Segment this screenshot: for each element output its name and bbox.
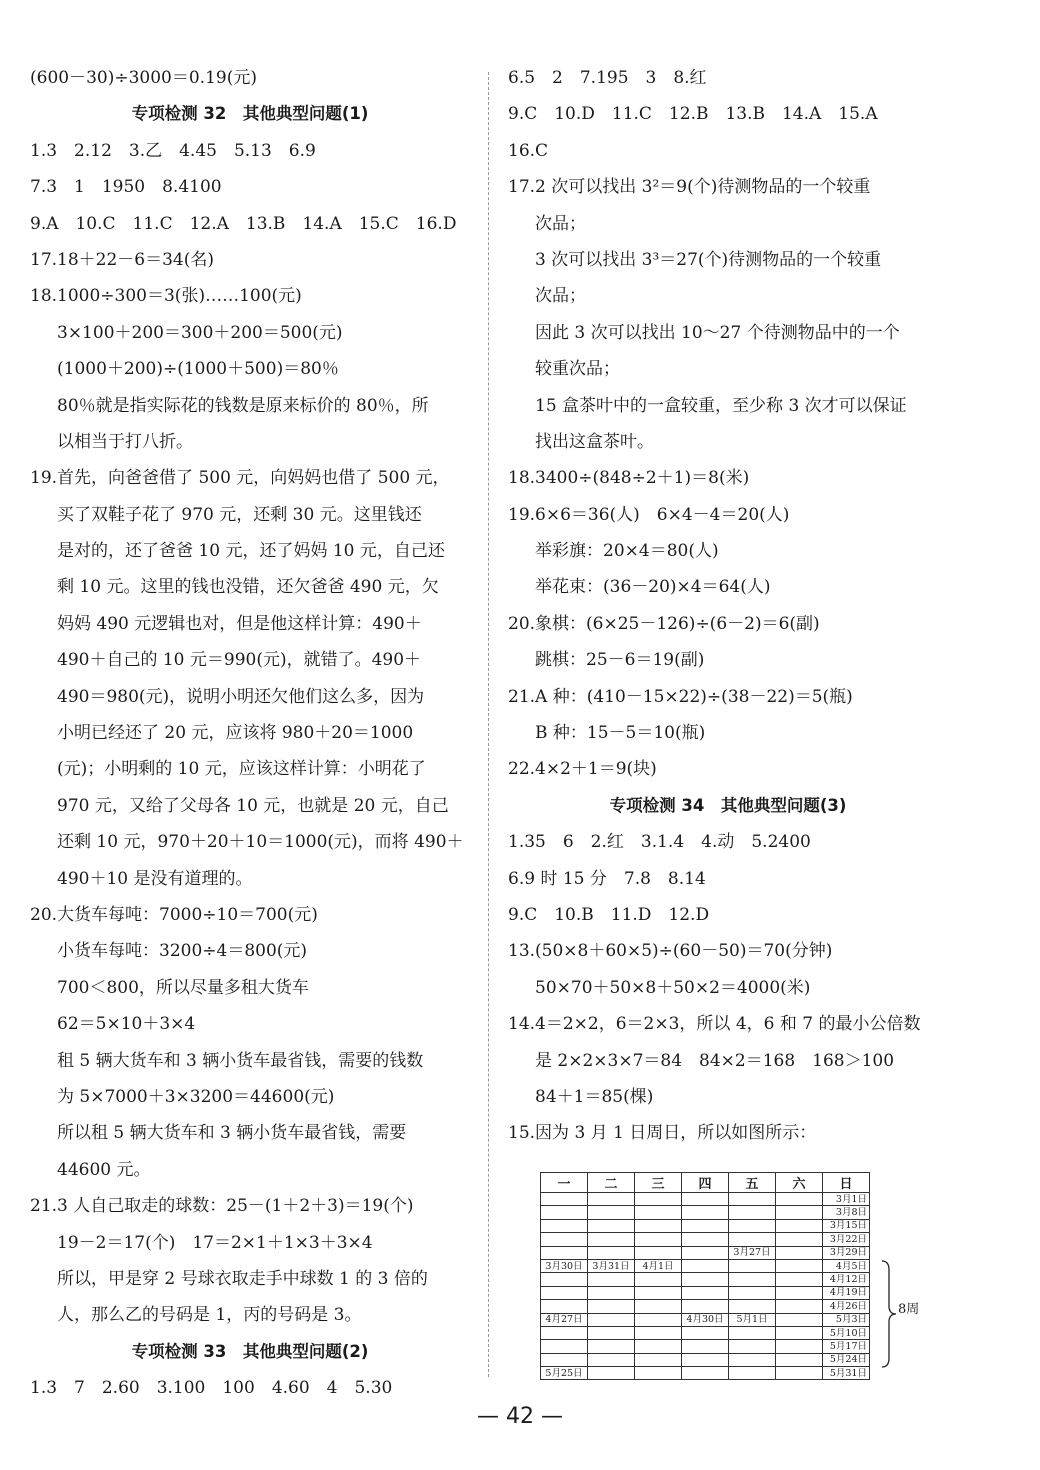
calendar-cell bbox=[729, 1219, 776, 1232]
answer-line: 19－2＝17(个) 17＝2×1＋1×3＋3×4 bbox=[57, 1232, 373, 1253]
calendar-row bbox=[541, 1340, 870, 1353]
answer-line: 15.因为 3 月 1 日周日，所以如图所示： bbox=[508, 1123, 817, 1144]
page-number: — 42 — bbox=[477, 1404, 563, 1429]
calendar-weekday: 六 bbox=[776, 1173, 823, 1193]
calendar-cell bbox=[729, 1326, 776, 1339]
calendar-cell: 4月19日 bbox=[823, 1286, 870, 1299]
calendar-row bbox=[541, 1313, 870, 1326]
calendar-cell bbox=[682, 1340, 729, 1353]
answer-line: 700＜800，所以尽量多租大货车 bbox=[57, 977, 309, 998]
answer-line: 举花束：(36－20)×4＝64(人) bbox=[535, 577, 771, 598]
answer-line: B 种：15－5＝10(瓶) bbox=[535, 723, 706, 744]
calendar-row bbox=[541, 1219, 870, 1232]
answer-line: 小明已经还了 20 元，应该将 980＋20＝1000 bbox=[57, 723, 414, 744]
calendar-cell bbox=[776, 1219, 823, 1232]
calendar-cell bbox=[541, 1340, 588, 1353]
calendar-cell: 3月1日 bbox=[823, 1193, 870, 1206]
answer-line: 所以，甲是穿 2 号球衣取走手中球数 1 的 3 倍的 bbox=[57, 1268, 428, 1289]
calendar-cell bbox=[729, 1300, 776, 1313]
calendar-cell bbox=[682, 1259, 729, 1272]
section-heading: 专项检测 34 其他典型问题(3) bbox=[609, 795, 847, 815]
calendar-cell: 5月31日 bbox=[823, 1367, 870, 1380]
calendar-cell bbox=[635, 1313, 682, 1326]
calendar-cell bbox=[541, 1193, 588, 1206]
answer-line: 490＋自己的 10 元＝990(元)，就错了。490＋ bbox=[57, 650, 422, 671]
calendar-cell bbox=[635, 1326, 682, 1339]
brace-label: 8周 bbox=[898, 1302, 920, 1317]
calendar-cell: 5月17日 bbox=[823, 1340, 870, 1353]
calendar-cell bbox=[682, 1300, 729, 1313]
brace-icon bbox=[881, 1260, 897, 1368]
calendar-weekday: 二 bbox=[588, 1173, 635, 1193]
calendar-cell bbox=[682, 1219, 729, 1232]
calendar-cell bbox=[635, 1273, 682, 1286]
calendar-row bbox=[541, 1286, 870, 1299]
calendar-cell bbox=[776, 1273, 823, 1286]
answer-line: 次品； bbox=[535, 213, 586, 234]
calendar-cell bbox=[541, 1326, 588, 1339]
answer-line: 490＝980(元)，说明小明还欠他们这么多，因为 bbox=[57, 686, 425, 707]
calendar-cell bbox=[588, 1326, 635, 1339]
calendar-row bbox=[541, 1206, 870, 1219]
answer-line: 490＋10 是没有道理的。 bbox=[57, 868, 253, 889]
calendar-cell bbox=[729, 1273, 776, 1286]
answer-line: (元)；小明剩的 10 元，应该这样计算：小明花了 bbox=[57, 759, 426, 780]
answer-line: 举彩旗：20×4＝80(人) bbox=[535, 541, 719, 562]
calendar-cell bbox=[588, 1193, 635, 1206]
calendar-cell bbox=[682, 1246, 729, 1259]
calendar-cell bbox=[541, 1219, 588, 1232]
answer-line: 租 5 辆大货车和 3 辆小货车最省钱，需要的钱数 bbox=[57, 1050, 424, 1071]
calendar-header-row bbox=[541, 1173, 870, 1193]
calendar-cell: 3月31日 bbox=[588, 1259, 635, 1272]
answer-line: 1.3 2.12 3.乙 4.45 5.13 6.9 bbox=[30, 140, 316, 161]
answer-line: (1000＋200)÷(1000＋500)＝80％ bbox=[57, 359, 339, 380]
calendar-cell bbox=[776, 1353, 823, 1366]
calendar-cell bbox=[635, 1367, 682, 1380]
answer-line: 15 盒茶叶中的一盒较重，至少称 3 次才可以保证 bbox=[535, 395, 907, 416]
answer-line: 16.C bbox=[508, 140, 549, 161]
calendar-cell bbox=[776, 1259, 823, 1272]
calendar-cell: 3月15日 bbox=[823, 1219, 870, 1232]
answer-line: 妈妈 490 元逻辑也对，但是他这样计算：490＋ bbox=[57, 613, 422, 634]
answer-line: (600－30)÷3000＝0.19(元) bbox=[30, 68, 257, 88]
calendar-cell: 4月12日 bbox=[823, 1273, 870, 1286]
answer-line: 18.3400÷(848÷2＋1)＝8(米) bbox=[508, 468, 750, 489]
calendar-cell bbox=[682, 1273, 729, 1286]
calendar-row bbox=[541, 1233, 870, 1246]
answer-line: 44600 元。 bbox=[57, 1159, 151, 1180]
answer-line: 是对的，还了爸爸 10 元，还了妈妈 10 元，自己还 bbox=[57, 541, 445, 562]
answer-line: 17.2 次可以找出 3²＝9(个)待测物品的一个较重 bbox=[508, 177, 871, 198]
answer-line: 19.6×6＝36(人) 6×4－4＝20(人) bbox=[508, 504, 790, 525]
calendar-cell bbox=[541, 1246, 588, 1259]
calendar-cell bbox=[635, 1353, 682, 1366]
answer-line: 18.1000÷300＝3(张)……100(元) bbox=[30, 286, 302, 307]
calendar-weekday: 五 bbox=[729, 1173, 776, 1193]
answer-line: 剩 10 元。这里的钱也没错，还欠爸爸 490 元，欠 bbox=[57, 577, 439, 598]
calendar-row bbox=[541, 1367, 870, 1380]
calendar-row bbox=[541, 1193, 870, 1206]
calendar-cell bbox=[588, 1286, 635, 1299]
calendar-cell bbox=[682, 1353, 729, 1366]
calendar-cell bbox=[682, 1206, 729, 1219]
calendar-cell bbox=[588, 1367, 635, 1380]
calendar-cell bbox=[635, 1286, 682, 1299]
calendar-cell: 4月26日 bbox=[823, 1300, 870, 1313]
calendar-cell bbox=[729, 1340, 776, 1353]
answer-line: 为 5×7000＋3×3200＝44600(元) bbox=[57, 1086, 335, 1107]
calendar-cell bbox=[682, 1286, 729, 1299]
calendar-cell bbox=[682, 1367, 729, 1380]
answer-line: 还剩 10 元，970＋20＋10＝1000(元)，而将 490＋ bbox=[57, 832, 464, 853]
calendar-cell bbox=[541, 1300, 588, 1313]
calendar-cell bbox=[682, 1233, 729, 1246]
answer-line: 80％就是指实际花的钱数是原来标价的 80％，所 bbox=[57, 395, 429, 416]
calendar-cell: 3月29日 bbox=[823, 1246, 870, 1259]
calendar-weekday: 日 bbox=[823, 1173, 870, 1193]
section-heading: 专项检测 33 其他典型问题(2) bbox=[131, 1341, 369, 1361]
calendar-cell bbox=[635, 1219, 682, 1232]
calendar-cell bbox=[682, 1193, 729, 1206]
calendar-cell bbox=[729, 1353, 776, 1366]
calendar-weekday: 一 bbox=[541, 1173, 588, 1193]
answer-line: 所以租 5 辆大货车和 3 辆小货车最省钱，需要 bbox=[57, 1123, 407, 1144]
answer-line: 6.9 时 15 分 7.8 8.14 bbox=[508, 868, 706, 889]
answer-line: 19.首先，向爸爸借了 500 元，向妈妈也借了 500 元， bbox=[30, 468, 450, 489]
answer-line: 3 次可以找出 3³＝27(个)待测物品的一个较重 bbox=[535, 249, 882, 270]
calendar-cell: 3月30日 bbox=[541, 1259, 588, 1272]
answer-line: 以相当于打八折。 bbox=[57, 431, 193, 452]
calendar-row bbox=[541, 1353, 870, 1366]
calendar-weekday: 三 bbox=[635, 1173, 682, 1193]
calendar-cell: 5月25日 bbox=[541, 1367, 588, 1380]
calendar-cell bbox=[776, 1246, 823, 1259]
calendar-cell bbox=[588, 1246, 635, 1259]
answer-line: 找出这盒茶叶。 bbox=[535, 431, 654, 452]
calendar-cell bbox=[588, 1300, 635, 1313]
answer-line: 是 2×2×3×7＝84 84×2＝168 168＞100 bbox=[535, 1050, 895, 1071]
calendar-cell bbox=[729, 1233, 776, 1246]
calendar-cell: 5月3日 bbox=[823, 1313, 870, 1326]
calendar-cell bbox=[635, 1206, 682, 1219]
answer-line: 21.A 种：(410－15×22)÷(38－22)＝5(瓶) bbox=[508, 686, 853, 707]
answer-line: 50×70＋50×8＋50×2＝4000(米) bbox=[535, 977, 811, 998]
calendar-cell bbox=[729, 1206, 776, 1219]
answer-line: 14.4＝2×2，6＝2×3，所以 4，6 和 7 的最小公倍数 bbox=[508, 1014, 921, 1035]
answer-line: 9.C 10.D 11.C 12.B 13.B 14.A 15.A bbox=[508, 104, 878, 125]
answer-line: 人，那么乙的号码是 1，丙的号码是 3。 bbox=[57, 1305, 362, 1326]
calendar-cell bbox=[729, 1193, 776, 1206]
calendar-cell bbox=[776, 1206, 823, 1219]
calendar-cell bbox=[588, 1340, 635, 1353]
answer-line: 84＋1＝85(棵) bbox=[535, 1086, 654, 1107]
calendar-row bbox=[541, 1246, 870, 1259]
calendar-cell: 3月27日 bbox=[729, 1246, 776, 1259]
calendar-cell: 4月1日 bbox=[635, 1259, 682, 1272]
answer-line: 62＝5×10＋3×4 bbox=[57, 1014, 196, 1035]
calendar-cell bbox=[541, 1273, 588, 1286]
answer-line: 小货车每吨：3200÷4＝800(元) bbox=[57, 941, 308, 962]
calendar-cell bbox=[776, 1313, 823, 1326]
calendar-weekday: 四 bbox=[682, 1173, 729, 1193]
answer-line: 7.3 1 1950 8.4100 bbox=[30, 177, 222, 198]
answer-line: 20.象棋：(6×25－126)÷(6－2)＝6(副) bbox=[508, 613, 820, 634]
answer-line: 较重次品； bbox=[535, 359, 620, 380]
calendar-cell: 5月1日 bbox=[729, 1313, 776, 1326]
calendar-cell bbox=[729, 1259, 776, 1272]
calendar-cell bbox=[541, 1206, 588, 1219]
answer-line: 13.(50×8＋60×5)÷(60－50)＝70(分钟) bbox=[508, 941, 833, 962]
answer-line: 3×100＋200＝300＋200＝500(元) bbox=[57, 322, 343, 343]
calendar-cell bbox=[776, 1326, 823, 1339]
calendar-cell: 4月27日 bbox=[541, 1313, 588, 1326]
calendar-cell bbox=[588, 1313, 635, 1326]
calendar-cell bbox=[588, 1233, 635, 1246]
calendar-cell bbox=[776, 1233, 823, 1246]
answer-line: 买了双鞋子花了 970 元，还剩 30 元。这里钱还 bbox=[57, 504, 422, 525]
calendar-cell bbox=[635, 1300, 682, 1313]
calendar-cell: 4月30日 bbox=[682, 1313, 729, 1326]
answer-line: 9.A 10.C 11.C 12.A 13.B 14.A 15.C 16.D bbox=[30, 213, 457, 234]
answer-line: 1.3 7 2.60 3.100 100 4.60 4 5.30 bbox=[30, 1378, 393, 1399]
calendar-cell bbox=[635, 1233, 682, 1246]
calendar-cell bbox=[541, 1286, 588, 1299]
answer-line: 22.4×2＋1＝9(块) bbox=[508, 759, 657, 780]
calendar-cell bbox=[588, 1353, 635, 1366]
calendar-cell: 5月24日 bbox=[823, 1353, 870, 1366]
calendar-cell bbox=[588, 1273, 635, 1286]
calendar-cell bbox=[541, 1233, 588, 1246]
answer-line: 17.18＋22－6＝34(名) bbox=[30, 249, 215, 270]
calendar-cell bbox=[729, 1286, 776, 1299]
answer-line: 因此 3 次可以找出 10～27 个待测物品中的一个 bbox=[535, 322, 900, 343]
left-column bbox=[30, 60, 470, 1406]
calendar-row bbox=[541, 1273, 870, 1286]
calendar-row bbox=[541, 1300, 870, 1313]
calendar-cell bbox=[776, 1286, 823, 1299]
right-column bbox=[508, 60, 948, 1152]
column-divider bbox=[488, 72, 489, 1377]
answer-line: 21.3 人自己取走的球数：25－(1＋2＋3)＝19(个) bbox=[30, 1196, 414, 1217]
calendar-table bbox=[540, 1172, 870, 1380]
answer-line: 次品； bbox=[535, 286, 586, 307]
answer-line: 1.35 6 2.红 3.1.4 4.动 5.2400 bbox=[508, 832, 811, 853]
calendar-cell bbox=[635, 1193, 682, 1206]
calendar-cell bbox=[541, 1353, 588, 1366]
calendar-cell: 4月5日 bbox=[823, 1259, 870, 1272]
calendar-cell bbox=[635, 1246, 682, 1259]
calendar-row bbox=[541, 1259, 870, 1272]
answer-line: 跳棋：25－6＝19(副) bbox=[535, 650, 705, 671]
calendar-cell bbox=[588, 1206, 635, 1219]
calendar-cell bbox=[776, 1193, 823, 1206]
answer-line: 20.大货车每吨：7000÷10＝700(元) bbox=[30, 904, 318, 925]
answer-line: 970 元，又给了父母各 10 元，也就是 20 元，自己 bbox=[57, 795, 449, 816]
calendar-cell bbox=[588, 1219, 635, 1232]
answer-line: 9.C 10.B 11.D 12.D bbox=[508, 904, 710, 925]
calendar-cell: 5月10日 bbox=[823, 1326, 870, 1339]
calendar-cell bbox=[635, 1340, 682, 1353]
calendar-body bbox=[541, 1193, 870, 1380]
calendar-row bbox=[541, 1326, 870, 1339]
section-heading: 专项检测 32 其他典型问题(1) bbox=[131, 104, 369, 124]
calendar-cell bbox=[776, 1340, 823, 1353]
calendar-cell bbox=[682, 1326, 729, 1339]
calendar-cell: 3月8日 bbox=[823, 1206, 870, 1219]
calendar-cell: 3月22日 bbox=[823, 1233, 870, 1246]
answer-line: 6.5 2 7.195 3 8.红 bbox=[508, 68, 707, 88]
calendar-cell bbox=[776, 1367, 823, 1380]
calendar-cell bbox=[729, 1367, 776, 1380]
calendar-cell bbox=[776, 1300, 823, 1313]
